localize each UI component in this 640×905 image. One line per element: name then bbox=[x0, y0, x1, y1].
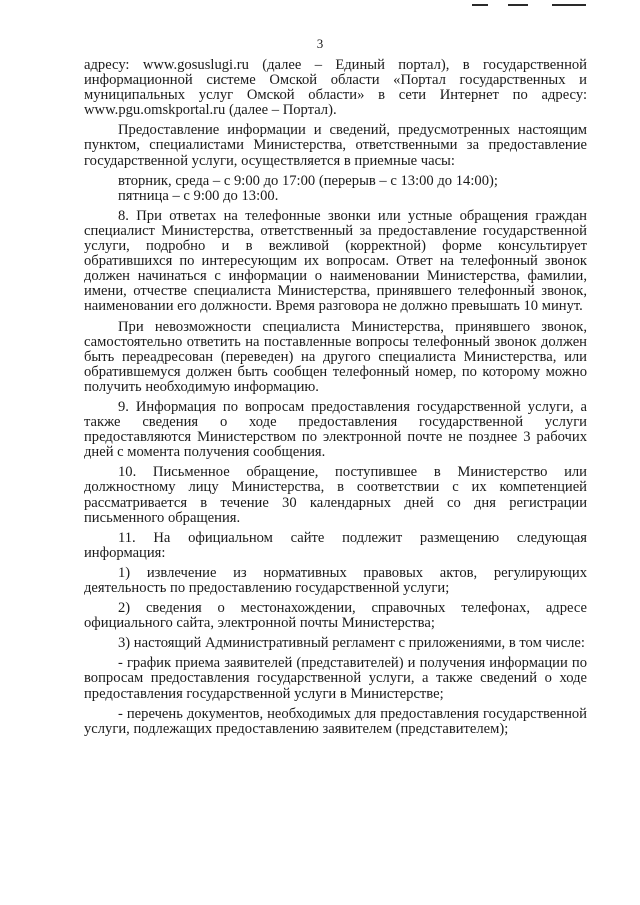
document-body bbox=[84, 58, 587, 742]
paragraph-subitem-2: 2) сведения о местонахождении, справочных телефонах, адресе официального сайта, электронной почты Министерства; bbox=[84, 600, 587, 632]
paragraph-item-9: 9. Информация по вопросам предоставления государственной услуги, а также сведения о ходе предоставления государственной услуги предоставляются Министерством по электронной почте не позднее 3 рабочих дней с момента получения сообщения. bbox=[84, 398, 587, 461]
paragraph-reception-info: Предоставление информации и сведений, предусмотренных настоящим пунктом, специалистами Министерства, ответственными за предоставление государственной услуги, осуществляется в приемные часы: bbox=[84, 122, 587, 169]
paragraph-subitem-1: 1) извлечение из нормативных правовых актов, регулирующих деятельность по предоставлению государственной услуги; bbox=[84, 564, 587, 596]
paragraph-item-10: 10. Письменное обращение, поступившее в Министерство или должностному лицу Министерства, в соответствии с их компетенцией рассматривается в течение 30 календарных дней со дня регистрации письменного обращения. bbox=[84, 464, 587, 526]
paragraph-subitem-3: 3) настоящий Административный регламент с приложениями, в том числе: bbox=[118, 635, 585, 652]
page-number: 3 bbox=[316, 36, 324, 51]
paragraph-item-11: 11. На официальном сайте подлежит размещению следующая информация: bbox=[84, 529, 587, 561]
scan-artifact-line bbox=[472, 4, 488, 6]
scan-artifact-line bbox=[552, 4, 586, 6]
paragraph-documents-dash: - перечень документов, необходимых для предоставления государственной услуги, подлежащих предоставлению заявителем (представителем); bbox=[84, 705, 587, 737]
schedule-tue-wed: вторник, среда – с 9:00 до 17:00 (перерыв – с 13:00 до 14:00); bbox=[118, 172, 498, 189]
paragraph-call-redirect: При невозможности специалиста Министерства, принявшего звонок, самостоятельно ответить на поставленные вопросы телефонный звонок должен быть переадресован (переведен) на другого специалиста Министерства, или обратившемуся должен быть сообщен телефонный номер, по которому можно получить необходимую информацию. bbox=[84, 318, 587, 395]
schedule-friday: пятница – с 9:00 до 13:00. bbox=[118, 187, 279, 204]
scan-artifact-line bbox=[508, 4, 528, 6]
paragraph-portal-addresses: адресу: www.gosuslugi.ru (далее – Единый портал), в государственной информационной системе Омской области «Портал государственных и муниципальных услуг Омской области» в сети Интернет по адресу: www.pgu.omskportal.ru (далее – Портал). bbox=[84, 57, 587, 119]
paragraph-schedule-dash: - график приема заявителей (представителей) и получения информации по вопросам предоставления государственной услуги, а также сведений о ходе предоставления государственной услуги в Министерстве; bbox=[84, 655, 587, 702]
paragraph-item-8: 8. При ответах на телефонные звонки или устные обращения граждан специалист Министерства, ответственный за предоставление государственной услуги, подробно и в вежливой (корректной) форме консультирует обратившихся по интересующим их вопросам. Ответ на телефонный звонок должен начинаться с информации о наименовании Министерства, фамилии, имени, отчестве специалиста Министерства, принявшего телефонный звонок, наименовании его должности. Время разговора не должно превышать 10 минут. bbox=[84, 207, 587, 315]
